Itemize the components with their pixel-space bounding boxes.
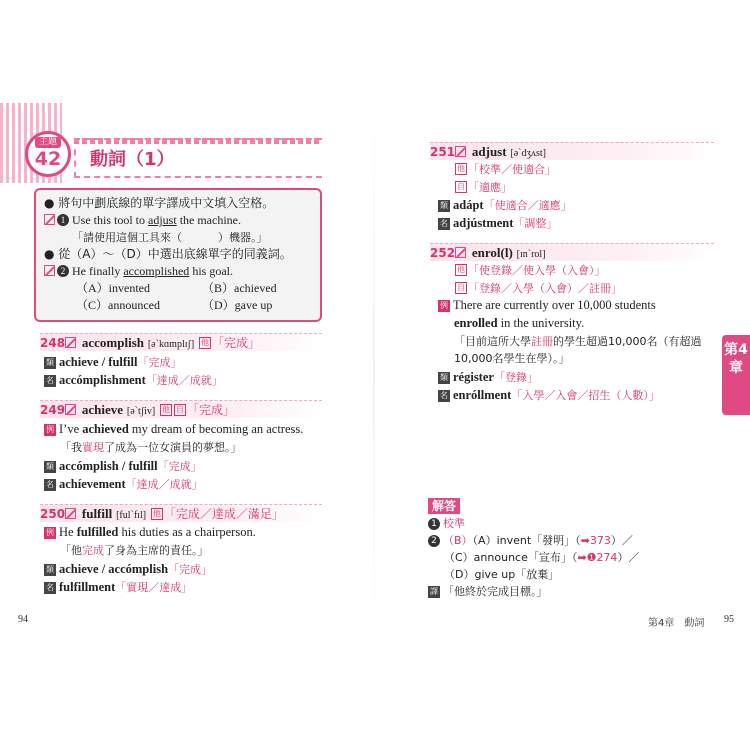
entry-252-example-line1: 例 There are currently over 10,000 students xyxy=(440,298,656,312)
entry-252-derivative: 名 enróllment「入學／入會／招生（人數）」 xyxy=(440,388,660,402)
checkbox-icon xyxy=(65,404,76,415)
entry-251-derivative: 名 adjústment「調整」 xyxy=(440,216,558,230)
checkbox-icon xyxy=(455,146,466,157)
page-title: 動詞（1） xyxy=(90,149,175,170)
page-number-left: 94 xyxy=(18,614,28,625)
entry-252-synonym: 類 régister「登錄」 xyxy=(440,370,538,384)
quiz-question-1-translation: 「請使用這個工具來（ ）機器。」 xyxy=(72,231,268,244)
chapter-side-tab[interactable]: 第4章 xyxy=(722,335,750,415)
answer-2-line1: 2 （B）（A）invent「發明」（➡373）／ xyxy=(428,532,633,549)
theme-number: 42 xyxy=(34,148,62,170)
quiz-instruction-2: ● 從（A）～（D）中選出底線單字的同義詞。 xyxy=(44,247,292,261)
entry-251-synonym: 類 adápt「使適合／適應」 xyxy=(440,198,572,212)
quiz-options-ab: （A）invented （B）achieved xyxy=(76,281,277,295)
checkbox-icon xyxy=(65,508,76,519)
answer-1: 1 校準 xyxy=(428,515,465,532)
entry-252-meaning-intransitive: 自 「登錄／入學（入會）／註冊」 xyxy=(457,282,622,295)
entry-249-example: 例 I’ve achieved my dream of becoming an actress. xyxy=(46,422,304,436)
entry-252-meaning-transitive: 他 「使登錄／使入學（入會）」 xyxy=(457,264,606,277)
entry-250-example-translation: 「他完成了身為主席的責任。」 xyxy=(60,544,209,557)
entry-250-example: 例 He fulfilled his duties as a chairperson. xyxy=(46,525,256,539)
entry-252-example-line2: enrolled in the university. xyxy=(454,316,585,330)
entry-248-synonym: 類 achieve / fulfill「完成」 xyxy=(46,355,182,369)
entry-249-header: 249 achieve [əˋtʃiv] 他 自 「完成」 xyxy=(40,400,322,418)
entry-251-header: 251 adjust [əˋdʒʌst] xyxy=(430,142,714,160)
quiz-question-2: 2 He finally accomplished his goal. xyxy=(44,263,312,280)
page-number-right: 95 xyxy=(724,614,734,625)
entry-252-translation-line1: 「目前這所大學註冊的學生超過10,000名（有超過 xyxy=(454,335,702,348)
answer-translation: 譯 「他終於完成目標。」 xyxy=(430,585,548,598)
entry-251-meaning-transitive: 他 「校準／使適合」 xyxy=(457,163,556,176)
book-spine-shadow xyxy=(373,100,375,640)
entry-250-derivative: 名 fulfillment「實現／達成」 xyxy=(46,580,193,594)
answer-2-line3: （D）give up「放棄」 xyxy=(444,568,560,581)
quiz-question-1: 1 Use this tool to adjust the machine. xyxy=(44,212,312,229)
entry-250-header: 250 fulfill [fulˋfɪl] 他 「完成／達成／滿足」 xyxy=(40,504,322,522)
checkbox-icon xyxy=(65,337,76,348)
entry-249-synonym: 類 accómplish / fulfill「完成」 xyxy=(46,459,202,473)
checkbox-icon xyxy=(44,214,55,225)
quiz-instruction-1: ● 將句中劃底線的單字譯成中文填入空格。 xyxy=(44,196,275,210)
entry-248-derivative: 名 accómplishment「達成／成就」 xyxy=(46,373,223,387)
entry-252-header: 252 enrol(l) [ɪnˋrol] xyxy=(430,243,714,261)
entry-248-header: 248 accomplish [əˋkɑmplɪʃ] 他 「完成」 xyxy=(40,333,322,351)
answer-2-line2: （C）announce「宣布」（➡❶274）／ xyxy=(444,551,640,564)
checkbox-icon xyxy=(44,265,55,276)
footer-chapter: 第4章 動詞 xyxy=(648,618,705,629)
checkbox-icon xyxy=(455,247,466,258)
quiz-options-cd: （C）announced （D）gave up xyxy=(76,298,273,312)
entry-250-synonym: 類 achieve / accómplish「完成」 xyxy=(46,562,213,576)
answer-label: 解答 xyxy=(428,498,460,514)
entry-251-meaning-intransitive: 自 「適應」 xyxy=(457,181,512,194)
entry-249-example-translation: 「我實現了成為一位女演員的夢想。」 xyxy=(60,441,242,454)
entry-252-translation-line2: 10,000名學生在學）。」 xyxy=(454,352,570,365)
quiz-box xyxy=(34,188,322,322)
theme-badge xyxy=(25,131,71,177)
theme-label: 主題 xyxy=(35,137,61,148)
entry-249-derivative: 名 achíevement「達成／成就」 xyxy=(46,477,203,491)
